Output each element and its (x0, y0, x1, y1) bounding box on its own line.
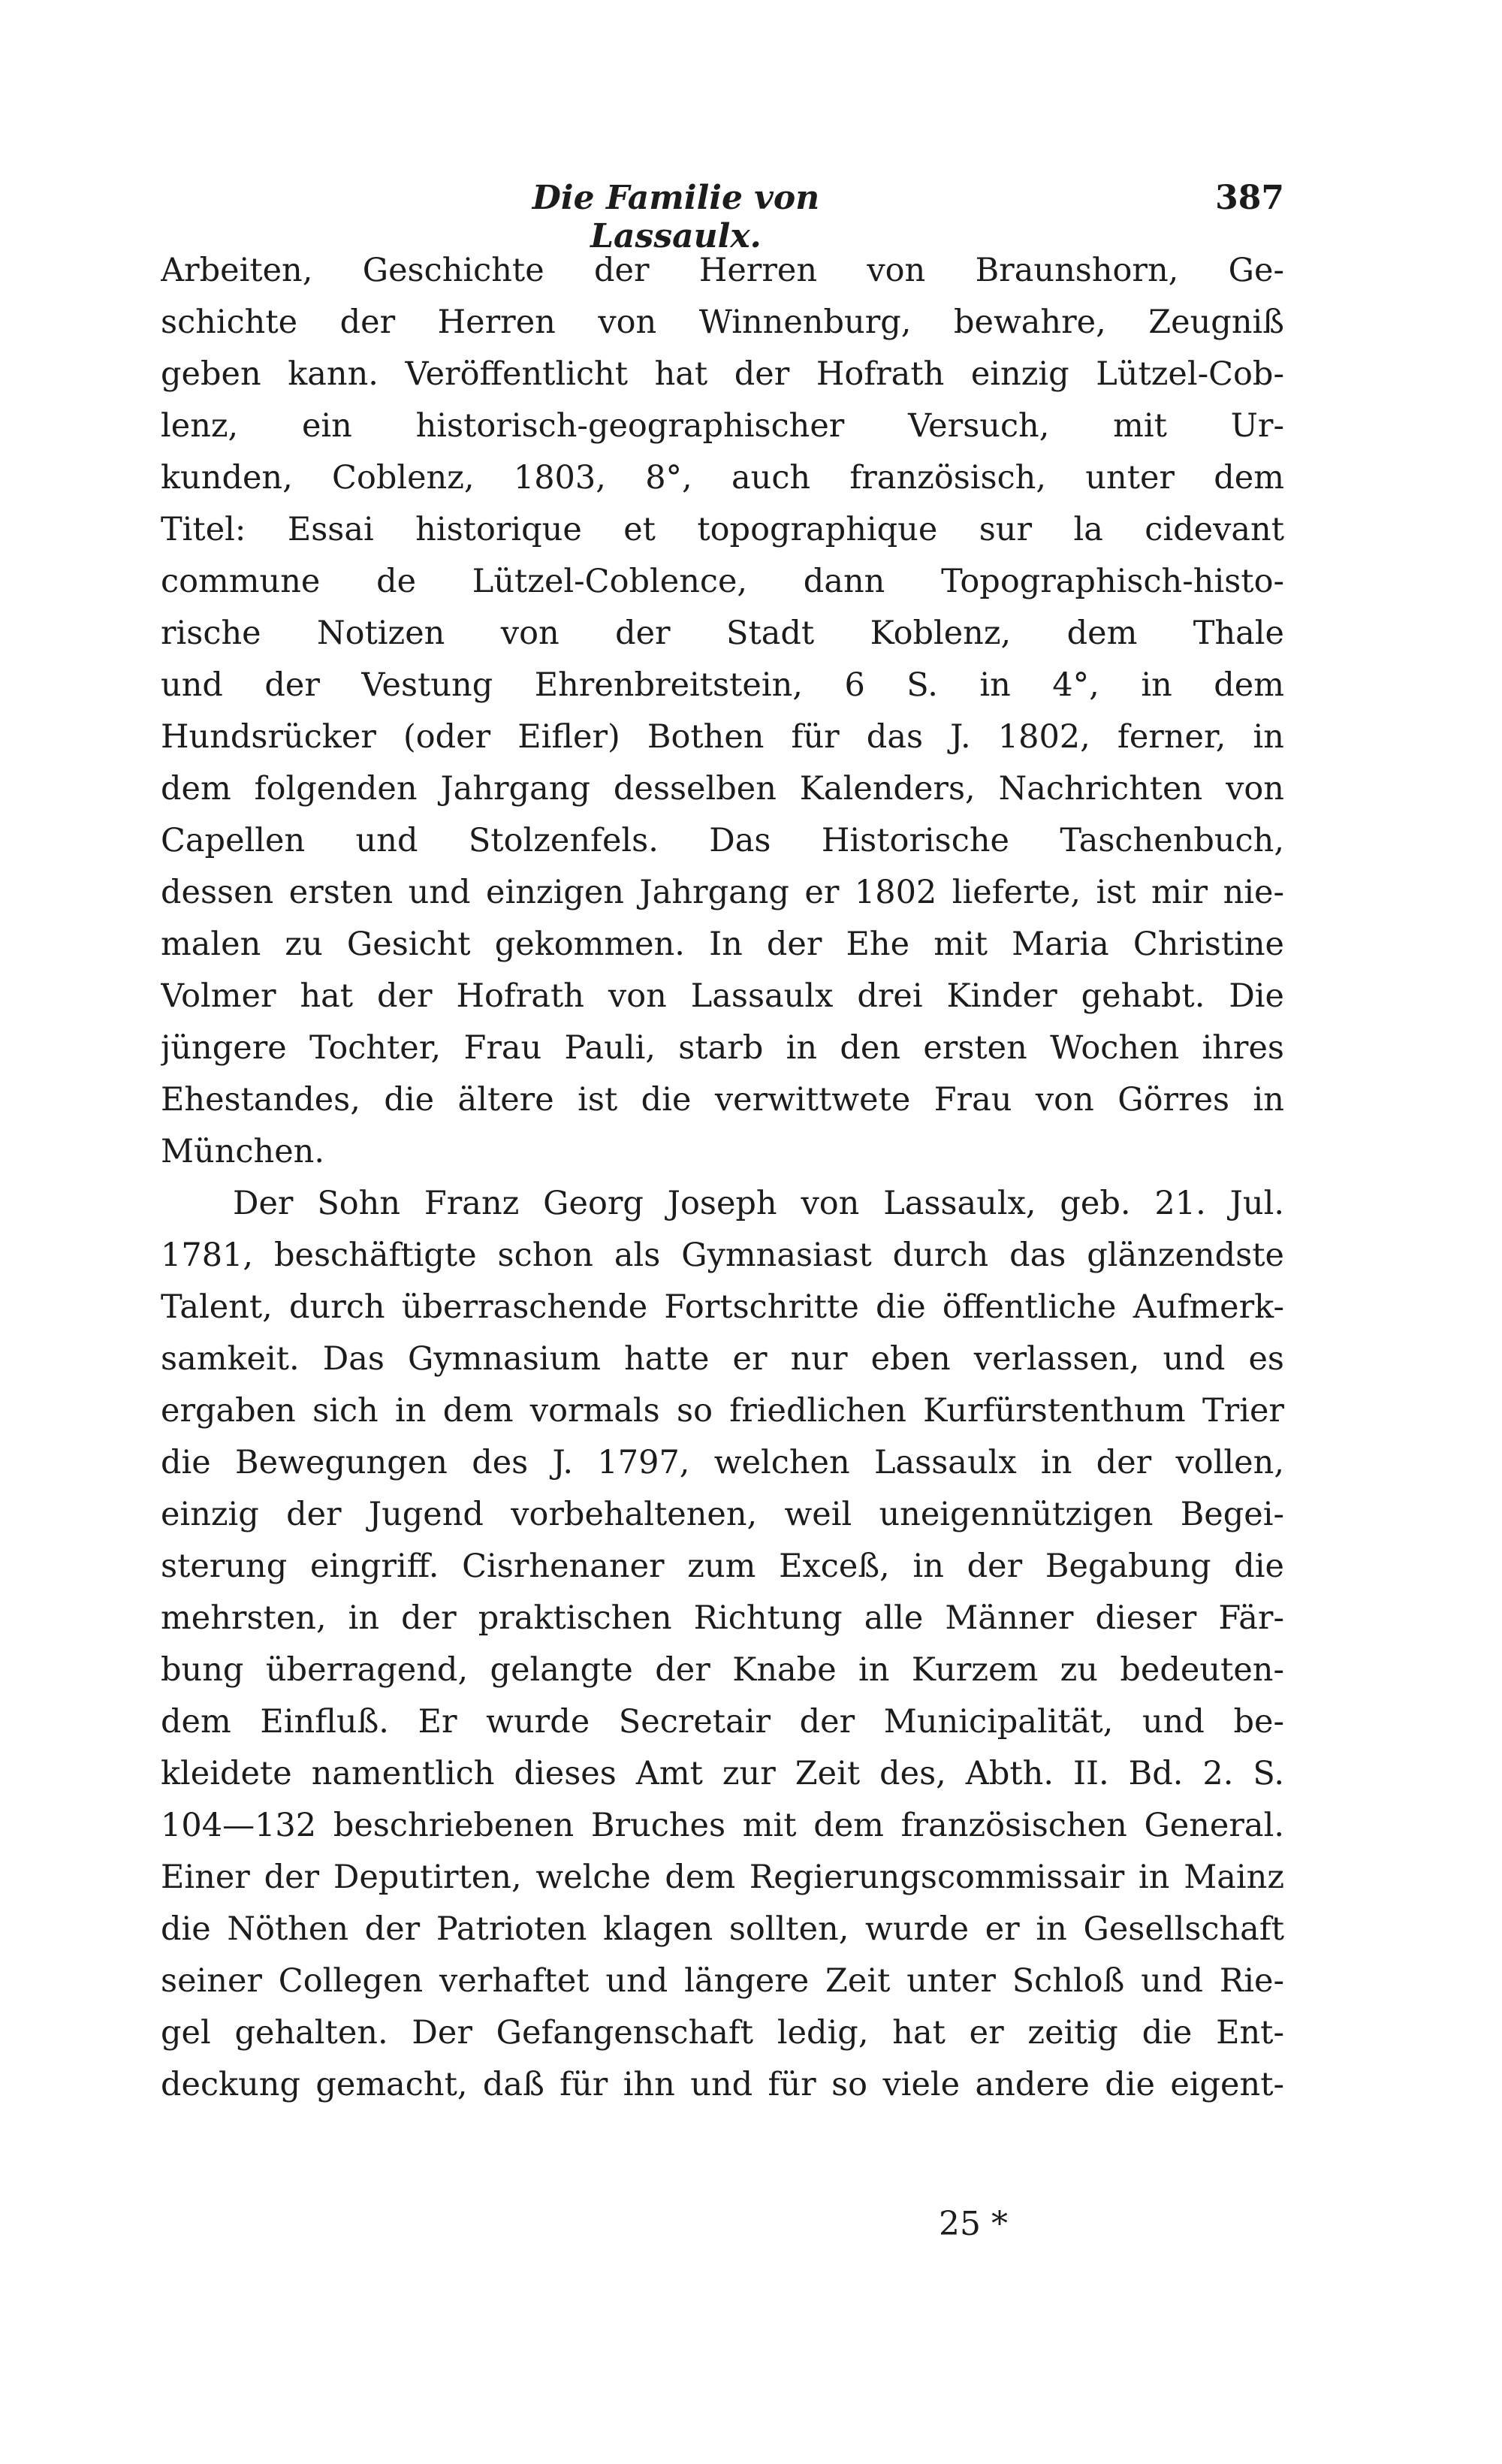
text-line: dem folgenden Jahrgang desselben Kalenders, Nachrichten von (161, 770, 1284, 808)
text-line: München. (161, 1133, 325, 1170)
text-line: Ehestandes, die ältere ist die verwittwete Frau von Görres in (161, 1081, 1284, 1119)
text-line: 104—132 beschriebenen Bruches mit dem französischen General. (161, 1807, 1284, 1844)
signature-mark: 25 * (939, 2205, 1008, 2243)
page-number: 387 (1215, 179, 1284, 217)
text-line: 1781, beschäftigte schon als Gymnasiast durch das glänzendste (161, 1237, 1284, 1274)
text-line: gel gehalten. Der Gefangenschaft ledig, hat er zeitig die Ent- (161, 2014, 1284, 2052)
text-line: Arbeiten, Geschichte der Herren von Braunshorn, Ge- (161, 252, 1284, 289)
body-text (161, 245, 1284, 2111)
text-line: lenz, ein historisch-geographischer Versuch, mit Ur- (161, 407, 1284, 445)
text-line: dem Einfluß. Er wurde Secretair der Municipalität, und be- (161, 1703, 1284, 1741)
text-line: einzig der Jugend vorbehaltenen, weil uneigennützigen Begei- (161, 1496, 1284, 1533)
text-line: Der Sohn Franz Georg Joseph von Lassaulx, geb. 21. Jul. (233, 1185, 1284, 1222)
text-line: samkeit. Das Gymnasium hatte er nur eben verlassen, und es (161, 1340, 1284, 1378)
text-line: mehrsten, in der praktischen Richtung alle Männer dieser Fär- (161, 1599, 1284, 1637)
text-line: die Bewegungen des J. 1797, welchen Lassaulx in der vollen, (161, 1444, 1284, 1481)
text-line: seiner Collegen verhaftet und längere Zeit unter Schloß und Rie- (161, 1962, 1284, 2000)
text-line: Hundsrücker (oder Eifler) Bothen für das J. 1802, ferner, in (161, 718, 1284, 756)
text-line: und der Vestung Ehrenbreitstein, 6 S. in 4°, in dem (161, 666, 1284, 704)
text-line: jüngere Tochter, Frau Pauli, starb in den ersten Wochen ihres (161, 1029, 1284, 1067)
text-line: deckung gemacht, daß für ihn und für so viele andere die eigent- (161, 2066, 1284, 2103)
text-line: ergaben sich in dem vormals so friedlichen Kurfürstenthum Trier (161, 1392, 1284, 1430)
text-line: malen zu Gesicht gekommen. In der Ehe mit Maria Christine (161, 926, 1284, 963)
text-line: bung überragend, gelangte der Knabe in Kurzem zu bedeuten- (161, 1651, 1284, 1689)
text-line: Volmer hat der Hofrath von Lassaulx drei Kinder gehabt. Die (161, 977, 1284, 1015)
text-line: geben kann. Veröffentlicht hat der Hofrath einzig Lützel-Cob- (161, 355, 1284, 393)
text-line: schichte der Herren von Winnenburg, bewahre, Zeugniß (161, 303, 1284, 341)
text-line: Titel: Essai historique et topographique sur la cidevant (161, 511, 1284, 548)
text-line: sterung eingriff. Cisrhenaner zum Exceß, in der Begabung die (161, 1548, 1284, 1585)
text-line: die Nöthen der Patrioten klagen sollten, wurde er in Gesellschaft (161, 1910, 1284, 1948)
text-line: commune de Lützel-Coblence, dann Topographisch-histo- (161, 563, 1284, 600)
text-line: dessen ersten und einzigen Jahrgang er 1802 lieferte, ist mir nie- (161, 874, 1284, 911)
running-head (0, 179, 1502, 255)
text-line: kunden, Coblenz, 1803, 8°, auch französisch, unter dem (161, 459, 1284, 497)
text-line: Talent, durch überraschende Fortschritte die öffentliche Aufmerk- (161, 1288, 1284, 1326)
text-line: kleidete namentlich dieses Amt zur Zeit des, Abth. II. Bd. 2. S. (161, 1755, 1284, 1792)
text-line: Capellen und Stolzenfels. Das Historische Taschenbuch, (161, 822, 1284, 859)
text-line: Einer der Deputirten, welche dem Regierungscommissair in Mainz (161, 1859, 1284, 1896)
running-title: Die Familie von Lassaulx. (532, 179, 820, 255)
text-line: rische Notizen von der Stadt Koblenz, dem Thale (161, 614, 1284, 652)
